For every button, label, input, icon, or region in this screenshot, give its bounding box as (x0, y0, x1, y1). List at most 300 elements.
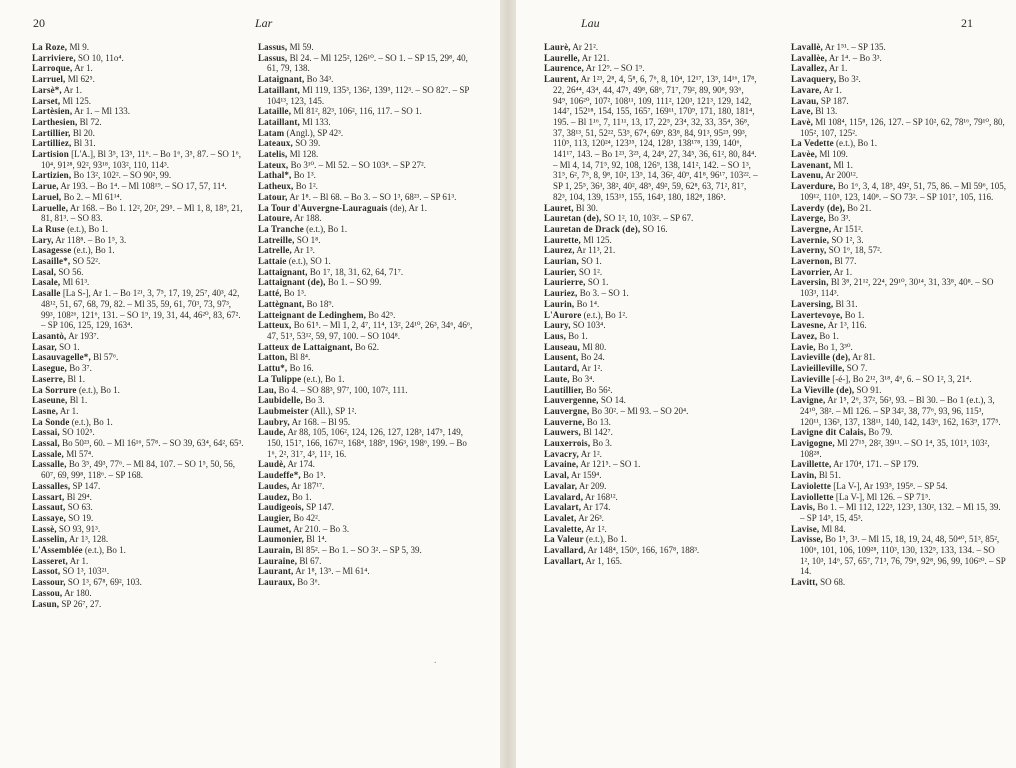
entry-references: Ml 133. (302, 116, 331, 127)
index-entry (544, 449, 759, 460)
entry-references: SO 68. (820, 577, 846, 588)
index-entry (791, 224, 1006, 235)
index-entry (791, 427, 1006, 438)
index-entry (32, 245, 247, 256)
index-entry (544, 288, 759, 299)
index-entry (258, 288, 473, 299)
entry-references: Bo 50²³, 60. – Ml 16¹⁶, 57⁸. – SO 39, 63⁴, 64², 65³. (62, 438, 244, 449)
index-entry (32, 128, 247, 139)
entry-name: Larroque, (32, 63, 73, 74)
index-entry (32, 406, 247, 417)
index-entry (544, 417, 759, 428)
entry-name: Lavalette, (544, 523, 584, 534)
entry-name: Larset, (32, 95, 61, 106)
entry-name: Lattaie (258, 256, 287, 267)
entry-references: Bo 1. (568, 330, 588, 341)
entry-name: Laurette, (544, 234, 581, 245)
index-entry (32, 481, 247, 492)
entry-references: Bo 61⁵. – Ml 1, 2, 4⁷, 11⁴, 13², 24¹⁰, 26³, 34⁶, 46⁶, 47, 51³, 53¹², 59, 97, 100. – SO 104⁸. (267, 320, 473, 341)
entry-name: Lau, (258, 384, 277, 395)
entry-references: SO 1⁸. (296, 234, 321, 245)
entry-name: Laverny, (791, 245, 827, 256)
entry-name: Lauret, (544, 202, 574, 213)
entry-name: Lattu*, (258, 363, 288, 374)
index-entry (258, 42, 473, 53)
index-entry (258, 492, 473, 503)
entry-references: SO 63. (67, 502, 93, 513)
index-entry (32, 106, 247, 117)
entry-references: Ar 1². (581, 363, 603, 374)
entry-name: Laurant, (258, 566, 294, 577)
index-entry (791, 235, 1006, 246)
index-entry (258, 385, 473, 396)
index-entry (544, 256, 759, 267)
entry-name: Lauverne, (544, 416, 585, 427)
entry-references: Ar 1⁸. – Bl 68. – Bo 3. – SO 1³, 68²³. – SP 61³. (289, 191, 457, 202)
entry-references: Bl 77. (834, 256, 857, 267)
entry-name: Latrelle, (258, 245, 292, 256)
entry-references: Ml 61³. (62, 277, 90, 288)
index-entry (544, 342, 759, 353)
index-entry (32, 267, 247, 278)
entry-references: Ar 118⁸. – Bo 1⁵, 3. (55, 234, 127, 245)
entry-name: Lasaille*, (32, 256, 71, 267)
index-entry (791, 53, 1006, 64)
entry-references: Ar 170⁴, 171. – SP 179. (833, 459, 919, 470)
entry-name: Lavallez, (791, 63, 828, 74)
entry-name: Lassour, (32, 577, 66, 588)
entry-references: Ar 200¹². (825, 170, 858, 181)
index-entry (791, 492, 1006, 503)
entry-references: Ar 174. (287, 459, 315, 470)
entry-name: Laubry, (258, 416, 290, 427)
index-entry (791, 363, 1006, 374)
entry-name: Laurier, (544, 266, 577, 277)
entry-references: Bo 3⁵, 49³, 77⁶. – Ml 84, 107. – SO 1⁵, 50, 56, 60⁷, 69, 99⁸, 118⁶. – SP 168. (41, 459, 235, 481)
entry-name: Lavergne, (791, 223, 832, 234)
entry-name: Lasselin, (32, 534, 68, 545)
index-entry (32, 449, 247, 460)
index-entry (258, 138, 473, 149)
running-head: Lar (255, 16, 273, 30)
index-entry (258, 267, 473, 278)
index-entry (258, 53, 473, 74)
entry-name: Lassale, (32, 448, 64, 459)
entry-references: Bo 42². (293, 512, 321, 523)
entry-references: Bo 1⁵. (303, 470, 326, 481)
entry-references: Ar 1³, 116. (827, 320, 867, 331)
entry-name: Lavalart, (544, 502, 582, 513)
entry-references: Ar 1⁸, 13⁵. – Ml 61⁴. (295, 566, 370, 577)
entry-references: Ar 209. (578, 480, 607, 491)
entry-name: Latelis, (258, 149, 288, 160)
index-entry (791, 502, 1006, 523)
entry-name: Lavernon, (791, 256, 833, 267)
index-entry (32, 545, 247, 556)
entry-name: Lasun, (32, 598, 60, 609)
index-entry (32, 181, 247, 192)
entry-references: SO 1. (59, 341, 80, 352)
entry-name: Lasalle (32, 288, 61, 299)
index-entry (32, 42, 247, 53)
entry-name: Lathal*, (258, 170, 292, 181)
entry-name: Lary, (32, 234, 54, 245)
entry-references: SO 52². (72, 256, 101, 267)
entry-references: Bo 1⁵, 3³. – Ml 15, 18, 19, 24, 48, 50⁴⁰, 51³, 85², 100⁶, 101, 106, 109²⁸, 110³, 130, 132⁵, 133, 134. – SO 1², 10³, 14⁶, 57, 65⁷, 71³, 76, 79⁶, 92⁸, 96, 99, 106²⁰. – SP 14. (800, 534, 1006, 577)
entry-name: Lavè, (791, 116, 813, 127)
entry-references: SO 19. (68, 512, 94, 523)
entry-references: Ar 210. – Bo 3. (293, 523, 350, 534)
index-entry (791, 470, 1006, 481)
entry-name: Laurè, (544, 42, 571, 52)
entry-references: Ar 188. (294, 213, 322, 224)
entry-name: Latteux, (258, 320, 292, 331)
index-entry (258, 406, 473, 417)
entry-references: Bo 30². – Ml 93. – SO 20⁴. (591, 405, 689, 416)
entry-name: Laudè, (258, 459, 286, 470)
entry-name: Lasauvagelle*, (32, 352, 91, 363)
entry-references: Ml 109. (819, 149, 848, 160)
index-entry (258, 352, 473, 363)
entry-name: Laude, (258, 427, 286, 438)
page-number: 20 (33, 16, 45, 30)
entry-name: Lavaquery, (791, 74, 837, 85)
index-entry (258, 513, 473, 524)
index-entry (544, 310, 759, 321)
entry-references: Ar 1³. (293, 245, 315, 256)
entry-name: La Sonde (32, 416, 70, 427)
index-entry (258, 106, 473, 117)
index-entry (791, 310, 1006, 321)
entry-name: Lassè, (32, 523, 57, 534)
entry-name: Lavieilleville, (791, 363, 845, 374)
index-entry (258, 534, 473, 545)
index-entry (32, 203, 247, 224)
entry-references: Bo 21. (847, 202, 872, 213)
entry-references: Bo 1. (844, 309, 865, 320)
index-entry (258, 160, 473, 171)
entry-references: Ml 128. (289, 149, 319, 160)
entry-references: Ar 159⁴. (570, 470, 602, 481)
entry-references: Ar 1. (833, 266, 853, 277)
entry-name: Laudez, (258, 491, 290, 502)
entry-name: Lavenant, (791, 159, 832, 170)
entry-references: Ml 27¹⁵, 28², 39¹¹. – SO 1⁴, 35, 101³, 103², 108²⁸. (800, 438, 990, 459)
index-entry (791, 181, 1006, 202)
entry-name: Lateux, (258, 159, 289, 170)
entry-name: Lassou, (32, 587, 63, 598)
entry-name: Laudigeois, (258, 502, 304, 513)
running-head: Lau (581, 16, 600, 30)
index-entry (32, 342, 247, 353)
entry-name: Lavieville (de), (791, 352, 851, 363)
entry-name: Lave, (791, 106, 813, 117)
entry-name: Lavise, (791, 523, 820, 534)
entry-name: L'Assemblée (32, 545, 83, 556)
entry-references: SO 1³, 67⁸, 69², 103. (67, 577, 142, 588)
entry-references: Bl 8⁴. (289, 352, 311, 363)
entry-references: Ml 84. (821, 523, 846, 534)
entry-references: Bo 1⁴. (576, 298, 600, 309)
entry-name: Lataillant, (258, 116, 300, 127)
entry-references: (e.t.), Bo 1. (836, 138, 877, 149)
entry-name: Latam (258, 127, 285, 138)
entry-references: Ml 119, 135³, 136², 139⁵, 112³. – SO 82⁷. – SP 104¹³, 123, 145. (267, 84, 470, 106)
index-entry (544, 277, 759, 288)
index-entry (544, 513, 759, 524)
index-entry (258, 224, 473, 235)
entry-references: SO 1. (587, 277, 609, 288)
entry-references: Ar 168¹². (584, 491, 618, 502)
entry-references: Ml 125. (583, 234, 612, 245)
entry-name: Lavigogne, (791, 438, 835, 449)
entry-name: Laurierre, (544, 277, 586, 288)
entry-references: Bo 13², 102². – SO 90², 99. (73, 170, 172, 181)
index-column (32, 42, 247, 609)
entry-references: Ar 180. (64, 587, 92, 598)
entry-references: Ar 21². (572, 42, 599, 52)
index-entry (32, 277, 247, 288)
index-entry (791, 481, 1006, 492)
index-entry (544, 374, 759, 385)
entry-references: SP 147. (306, 502, 334, 513)
entry-references: SO 1², 3. (831, 234, 864, 245)
entry-references: Bl 30. (575, 202, 598, 213)
entry-references: Bo 62. (354, 341, 379, 352)
entry-references: Bl 1. (67, 373, 86, 384)
entry-references: Ml 62⁵. (67, 74, 95, 85)
entry-references: Bo 3³. (828, 213, 851, 224)
entry-references: Bo 13. (586, 416, 611, 427)
entry-name: Lavallard, (544, 545, 586, 556)
entry-name: La Vieville (de), (791, 384, 855, 395)
entry-references: Bo 3². (838, 74, 861, 85)
index-entry (791, 106, 1006, 117)
index-entry (791, 160, 1006, 171)
index-entry (791, 459, 1006, 470)
entry-references: SO 56. (58, 266, 84, 277)
entry-name: Lavallè, (791, 42, 823, 52)
entry-references: SO 7. (846, 363, 868, 374)
entry-name: Lassaye, (32, 512, 66, 523)
entry-name: La Tranche (258, 223, 304, 234)
entry-references: Bo 1. – Ml 112, 122³, 123³, 130², 132. – Ml 15, 39. – SP 14⁵, 15, 45³. (800, 502, 1001, 523)
entry-references: Ml 108⁴, 115⁸, 126, 127. – SP 10², 62, 78¹⁶, 79¹⁰, 80, 105², 107, 125². (800, 116, 1005, 138)
index-entry (32, 577, 247, 588)
entry-references: [La V-], Ar 193⁵, 195⁸. – SP 54. (833, 480, 948, 491)
entry-references: Ar 81. (852, 352, 876, 363)
entry-references: Bl 57⁶. (93, 352, 119, 363)
entry-name: Laseune, (32, 395, 68, 406)
entry-name: Lavieville (791, 373, 830, 384)
index-entry (32, 170, 247, 181)
index-entry (32, 331, 247, 342)
entry-references: Bo 18⁹. (306, 298, 334, 309)
index-entry (258, 117, 473, 128)
entry-name: Lattaignant, (258, 266, 308, 277)
index-entry (258, 395, 473, 406)
entry-name: Lauretan (de), (544, 213, 602, 224)
entry-name: Laurence, (544, 63, 584, 74)
entry-name: Lavacry, (544, 448, 579, 459)
entry-name: Laurain, (258, 545, 293, 556)
index-entry (258, 417, 473, 428)
entry-references: Ar 1. (823, 84, 842, 95)
left-page (0, 0, 500, 768)
entry-references: Bl 142⁷. (583, 427, 613, 438)
entry-name: Lattègnant, (258, 298, 305, 309)
entry-name: Laumonier, (258, 534, 304, 545)
index-entry (544, 427, 759, 438)
page-number: 21 (961, 16, 973, 30)
right-page (434, 0, 1016, 768)
index-entry (258, 277, 473, 288)
index-entry (544, 438, 759, 449)
index-entry (544, 385, 759, 396)
index-entry (32, 53, 247, 64)
index-entry (32, 224, 247, 235)
entry-references: Ar 1³, 128. (68, 534, 109, 545)
entry-name: Laverdure, (791, 181, 836, 192)
entry-name: Lavesne, (791, 320, 826, 331)
index-entry (258, 245, 473, 256)
entry-references: Bl 1. (69, 395, 88, 406)
index-entry (791, 170, 1006, 181)
entry-name: Lataille, (258, 106, 292, 117)
index-entry (544, 245, 759, 256)
entry-name: Lartillier, (32, 127, 71, 138)
entry-name: Lauretan de Drack (de), (544, 223, 641, 234)
gutter-mark: . (434, 655, 437, 666)
entry-name: Lasagesse (32, 245, 72, 256)
entry-name: Lasegue, (32, 363, 67, 374)
entry-references: Bl 13. (815, 106, 838, 117)
entry-name: Lattaignant (de), (258, 277, 326, 288)
entry-name: Latté, (258, 288, 282, 299)
entry-name: Lasar, (32, 341, 57, 352)
entry-name: Laury, (544, 320, 571, 331)
entry-references: (e.t.), Bo 1². (583, 309, 628, 320)
entry-references: SP 26⁷, 27. (61, 598, 102, 609)
entry-references: (e.t.), Bo 1. (71, 416, 113, 427)
entry-references: [L'A.], Bl 3⁵, 13⁵, 11⁶. – Bo 1⁶, 3⁵, 87. – SO 1⁶, 10⁴, 91²⁸, 92², 93¹⁸, 103², 110, 114³. (41, 149, 241, 170)
index-entry (544, 406, 759, 417)
entry-references: Ar 1⁵, 2⁶, 37², 56³, 93. – Bl 30. – Bo 1 (e.t.), 3, 24¹⁰, 38². – Ml 126. – SP 34², 38, 77⁶, 93, 96, 115³, 120¹¹, 136³, 137, 138¹¹, 140, 142, 143⁶, 162, 163⁹, 177⁵. (800, 395, 1001, 427)
entry-references: SO 1³, 103²¹. (62, 566, 110, 577)
entry-name: Larthesien, (32, 116, 78, 127)
index-entry (544, 42, 759, 53)
index-entry (32, 438, 247, 449)
entry-name: Lavallart, (544, 555, 584, 566)
entry-name: Lauraine, (258, 555, 298, 566)
entry-references: Bo 79. (868, 427, 893, 438)
entry-references: Ar 1. (828, 63, 848, 74)
index-entry (32, 149, 247, 170)
entry-references: SO 14. (600, 395, 626, 406)
index-entry (32, 513, 247, 524)
entry-references: [-é-], Bo 2¹², 3¹⁸, 4⁶, 6. – SO 1², 3, 21⁴. (832, 373, 972, 384)
index-entry (32, 96, 247, 107)
index-entry (791, 138, 1006, 149)
index-entry (32, 395, 247, 406)
index-entry (791, 245, 1006, 256)
entry-name: Laudeffe*, (258, 470, 301, 481)
entry-references: Bo 16. (289, 363, 314, 374)
index-entry (791, 577, 1006, 588)
entry-references: Bl 31. (73, 138, 96, 149)
entry-name: Larue, (32, 181, 59, 192)
index-entry (544, 235, 759, 246)
entry-references: Ar 174. (582, 502, 611, 513)
entry-name: Larsè*, (32, 84, 62, 95)
entry-references: Ml 80. (582, 341, 607, 352)
entry-name: Lavalar, (544, 480, 578, 491)
entry-name: Lautillier, (544, 384, 584, 395)
index-entry (258, 149, 473, 160)
index-entry (258, 524, 473, 535)
entry-name: La Roze, (32, 42, 68, 52)
entry-name: Lataignant, (258, 74, 305, 85)
entry-name: Lavis, (791, 502, 816, 513)
entry-name: La Vedette (791, 138, 834, 149)
entry-references: (e.t.), Bo 1. (73, 245, 115, 256)
index-entry (258, 556, 473, 567)
entry-name: Laruelle, (32, 202, 69, 213)
index-entry (544, 363, 759, 374)
entry-references: (e.t.), SO 1. (288, 256, 331, 267)
index-entry (32, 256, 247, 267)
index-entry (791, 85, 1006, 96)
index-entry (258, 427, 473, 459)
entry-name: Lassal, (32, 438, 60, 449)
index-entry (791, 63, 1006, 74)
index-entry (258, 213, 473, 224)
entry-name: Laversin, (791, 277, 829, 288)
entry-references: Bl 24. – Ml 125², 126¹⁰. – SO 1. – SP 15, 29⁸, 40, 61, 79, 138. (267, 52, 468, 74)
entry-references: Ml 59. (289, 42, 314, 52)
index-entry (544, 213, 759, 224)
index-entry (32, 492, 247, 503)
index-entry (258, 181, 473, 192)
entry-references: Ar 1². (580, 448, 602, 459)
index-entry (32, 117, 247, 128)
entry-name: Laurin, (544, 298, 575, 309)
entry-name: Lassus, (258, 52, 288, 63)
entry-references: Bo 1. – SO 99. (327, 277, 382, 288)
index-entry (791, 74, 1006, 85)
entry-references: Ar 121⁵. – SO 1. (580, 459, 641, 470)
entry-name: Laumet, (258, 523, 292, 534)
entry-name: Latteux de Lattaignant, (258, 341, 353, 352)
entry-name: Lavorrier, (791, 266, 832, 277)
index-entry (791, 299, 1006, 310)
entry-name: Lausent, (544, 352, 579, 363)
index-entry (32, 74, 247, 85)
entry-name: La Ruse (32, 223, 65, 234)
entry-name: Lavillette, (791, 459, 832, 470)
entry-name: Laviolette (791, 480, 831, 491)
entry-references: Ml 57⁴. (66, 448, 94, 459)
index-entry (258, 203, 473, 214)
entry-name: Lavalet, (544, 512, 577, 523)
entry-references: SO 39. (295, 138, 321, 149)
entry-name: Laurian, (544, 256, 579, 267)
index-entry (544, 470, 759, 481)
entry-references: (e.t.), Bo 1. (303, 373, 345, 384)
index-entry (32, 599, 247, 610)
entry-references: Ar 1. (59, 405, 79, 416)
index-entry (791, 534, 1006, 577)
